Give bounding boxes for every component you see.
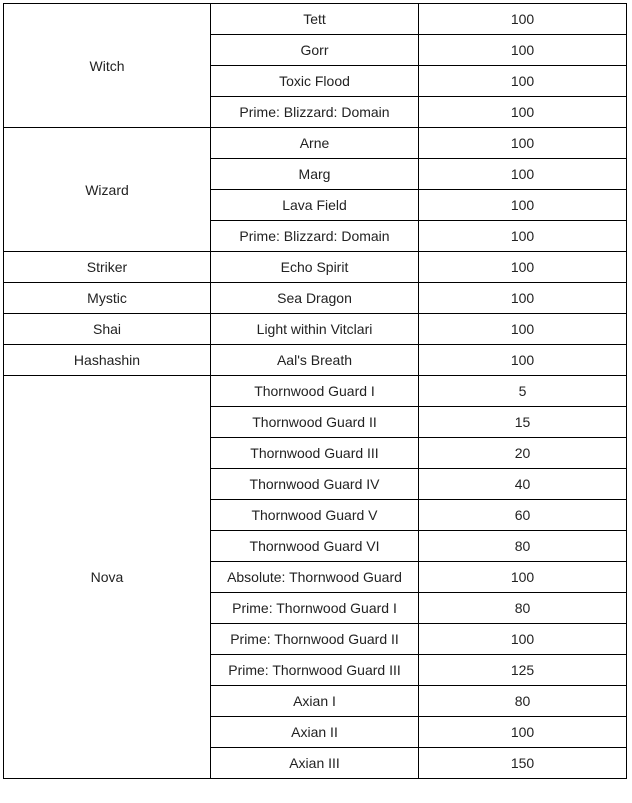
value-cell: 20 [419, 438, 627, 469]
skill-cell: Prime: Blizzard: Domain [211, 97, 419, 128]
value-cell: 100 [419, 4, 627, 35]
value-cell: 100 [419, 128, 627, 159]
class-cell: Hashashin [4, 345, 211, 376]
skill-cell: Aal's Breath [211, 345, 419, 376]
skill-cell: Arne [211, 128, 419, 159]
skill-table-body [4, 4, 627, 779]
value-cell: 100 [419, 190, 627, 221]
value-cell: 125 [419, 655, 627, 686]
table-row [4, 128, 627, 159]
table-row [4, 4, 627, 35]
value-cell: 15 [419, 407, 627, 438]
value-cell: 100 [419, 283, 627, 314]
skill-cell: Thornwood Guard II [211, 407, 419, 438]
skill-cell: Axian II [211, 717, 419, 748]
value-cell: 100 [419, 717, 627, 748]
skill-cell: Marg [211, 159, 419, 190]
skill-cell: Absolute: Thornwood Guard [211, 562, 419, 593]
skill-cell: Thornwood Guard IV [211, 469, 419, 500]
skill-cell: Axian III [211, 748, 419, 779]
class-cell: Witch [4, 4, 211, 128]
table-row [4, 376, 627, 407]
value-cell: 80 [419, 531, 627, 562]
value-cell: 100 [419, 35, 627, 66]
value-cell: 150 [419, 748, 627, 779]
table-row [4, 283, 627, 314]
skill-cell: Toxic Flood [211, 66, 419, 97]
skill-cell: Thornwood Guard VI [211, 531, 419, 562]
value-cell: 100 [419, 562, 627, 593]
class-cell: Mystic [4, 283, 211, 314]
value-cell: 80 [419, 593, 627, 624]
class-cell: Wizard [4, 128, 211, 252]
class-cell: Striker [4, 252, 211, 283]
value-cell: 100 [419, 66, 627, 97]
value-cell: 100 [419, 159, 627, 190]
skill-cell: Thornwood Guard V [211, 500, 419, 531]
table-row [4, 345, 627, 376]
value-cell: 80 [419, 686, 627, 717]
skill-cell: Axian I [211, 686, 419, 717]
value-cell: 100 [419, 624, 627, 655]
value-cell: 5 [419, 376, 627, 407]
skill-cell: Gorr [211, 35, 419, 66]
skill-cell: Light within Vitclari [211, 314, 419, 345]
skill-cell: Prime: Thornwood Guard II [211, 624, 419, 655]
skill-cell: Prime: Thornwood Guard III [211, 655, 419, 686]
skill-cell: Lava Field [211, 190, 419, 221]
value-cell: 100 [419, 252, 627, 283]
class-cell: Nova [4, 376, 211, 779]
skill-cell: Prime: Thornwood Guard I [211, 593, 419, 624]
skill-table [3, 3, 627, 779]
skill-cell: Thornwood Guard III [211, 438, 419, 469]
value-cell: 60 [419, 500, 627, 531]
skill-cell: Echo Spirit [211, 252, 419, 283]
value-cell: 100 [419, 345, 627, 376]
value-cell: 100 [419, 221, 627, 252]
skill-cell: Prime: Blizzard: Domain [211, 221, 419, 252]
value-cell: 100 [419, 314, 627, 345]
table-row [4, 252, 627, 283]
skill-cell: Sea Dragon [211, 283, 419, 314]
skill-cell: Thornwood Guard I [211, 376, 419, 407]
value-cell: 40 [419, 469, 627, 500]
skill-cell: Tett [211, 4, 419, 35]
value-cell: 100 [419, 97, 627, 128]
class-cell: Shai [4, 314, 211, 345]
table-row [4, 314, 627, 345]
